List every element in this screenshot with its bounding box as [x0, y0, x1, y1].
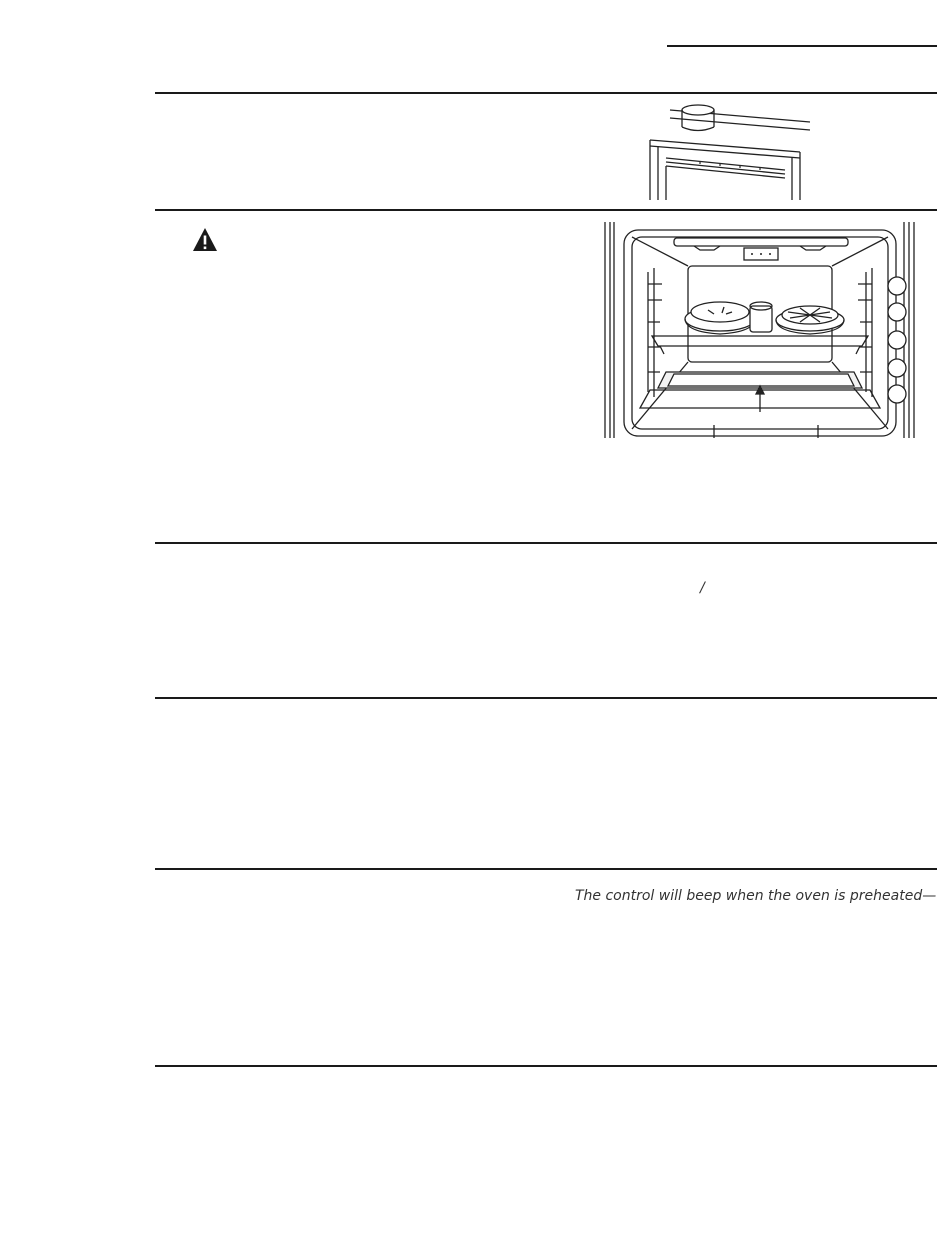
section-divider-2	[155, 209, 937, 211]
header-rule	[667, 45, 937, 47]
section-divider-4	[155, 697, 937, 699]
warning-triangle-icon	[192, 227, 218, 253]
slash-mark: /	[700, 580, 705, 596]
oven-vent-illustration	[640, 100, 820, 200]
section-divider-1	[155, 92, 937, 94]
section-divider-6	[155, 1065, 937, 1067]
section-divider-5	[155, 868, 937, 870]
section-divider-3	[155, 542, 937, 544]
oven-interior-illustration	[604, 222, 916, 440]
preheat-note: The control will beep when the oven is preheated—	[575, 888, 937, 904]
